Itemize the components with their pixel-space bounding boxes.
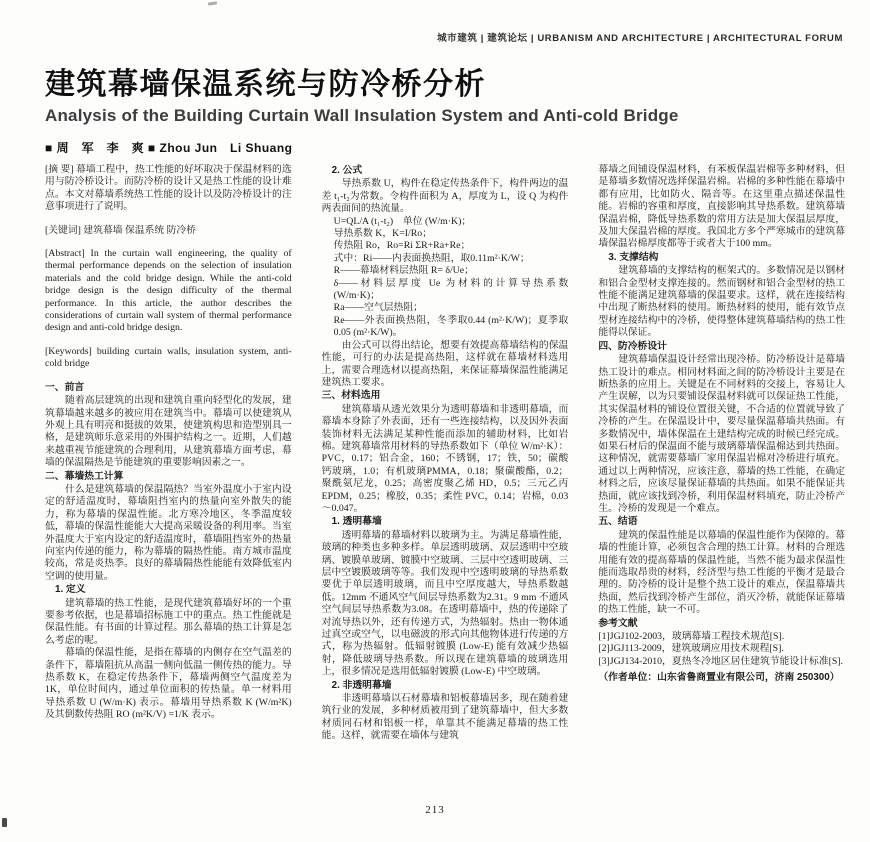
scan-artifact — [208, 1, 217, 5]
formula-line: 传热阻 Ro，Ro=Ri ΣR+Ra+Re； — [333, 240, 471, 252]
paragraph: 非透明幕墙以石材幕墙和铝板幕墙居多，现在随着建筑行业的发展，多种材质被用到了建筑幕墙中，但大多数材质同石材和铝板一样，单靠其不能满足幕墙的热工性能。这样，就需要在墙体与建筑 — [321, 693, 569, 742]
paragraph: 幕墙的保温性能，是指在幕墙的内侧存在空气温差的条件下，幕墙阻抗从高温一侧向低温一侧传热的能力。导热系数 K，在稳定传热条件下，幕墙两侧空气温度差为1K，单位时间内，通过单位面积的传热量。单一材料用导热系数 U (W/m·K) 表示。幕墙用导热系数 K (W/m²K) 及其倒数传热阻 RO (m²K/V) =1/K 表示。 — [45, 647, 292, 721]
sub-heading: 2. 非透明幕墙 — [331, 679, 392, 691]
paragraph: 建筑的保温性能是以幕墙的保温性能作为保障的。幕墙的性能计算，必须包含合理的热工计算。材料的合理选用能有效的提高幕墙的保温性能，当然不能为最求保温性能而选取昂贵的材料，经济型与热工性能的平衡才是最合理的。防冷桥的设计是整个热工设计的难点，保温幕墙共热面，然后找到冷桥产生部位，消灭冷桥，就能保证幕墙的热工性能，缺一不可。 — [598, 529, 845, 616]
running-head: 城市建筑 | 建筑论坛 | URBANISM AND ARCHITECTURE | ARCHITECTURAL FORUM — [437, 33, 843, 44]
section-heading: 五、结语 — [598, 516, 638, 528]
column-left — [45, 164, 292, 779]
scan-artifact — [2, 818, 7, 827]
paragraph: 建筑幕墙保温设计经常出现冷桥。防冷桥设计是幕墙热工设计的难点。相同材料面之间的防冷桥设计主要是在断热条的应用上。关键是在不同材料的交接上，容易让人产生误解，以为只要铺设保温材料就可以保证热工性能，其实保温材料的铺设位置很关键，不合适的位置就导致了冷桥的产生。在保温设计中，要尽量保温幕墙共热面。有多数情况中，墙体保温在土建结构完成的时候已经完成。如果石材后的保温面不能与玻璃幕墙保温棉达到共热面。这种情况，就需要幕墙厂家用保温岩棉对冷桥进行填充。通过以上两种情况，应该注意，幕墙的热工性能，在确定材料之后，应该尽量保证幕墙的共热面。如果不能保证共热面，就应该找到冷桥，利用保温材料填充，防止冷桥产生。冷桥的发现是一个难点。 — [598, 354, 845, 514]
paragraph: 导热系数 U，构件在稳定传热条件下，构件两边的温差 t₁-t₂为常数。令构件面积为 A，厚度为 L，设 Q 为构件两表面间的热流量。 — [321, 178, 569, 215]
section-heading: 二、幕墙热工计算 — [45, 470, 124, 482]
section-heading: 参考文献 — [598, 617, 638, 629]
section-heading: 一、前言 — [45, 381, 85, 393]
article-title-en: Analysis of the Building Curtain Wall Insulation System and Anti-cold Bridge — [45, 106, 679, 125]
reference-item: [1]JGJ102-2003，玻璃幕墙工程技术规范[S]. — [598, 631, 785, 643]
sub-heading: 3. 支撑结构 — [608, 251, 659, 263]
title-block — [45, 68, 840, 156]
formula-line: 式中：Ri——内表面换热阻，取0.11m²·K/W； — [333, 252, 530, 264]
formula-line: R——幕墙材料层热阻 R= δ/Ue； — [333, 265, 474, 277]
section-heading: 三、材料选用 — [321, 390, 381, 402]
column-middle — [322, 164, 569, 779]
abstract-block: [Keywords] building curtain walls, insulation system, anti-cold bridge — [45, 345, 292, 370]
paragraph: 什么是建筑幕墙的保温隔热？当室外温度小于室内设定的舒适温度时，幕墙阻挡室内的热量向室外散失的能力，称为幕墙的保温性能。北方寒冷地区，冬季温度较低，幕墙的保温性能能大大提高采暖设备的利用率。当室外温度大于室内设定的舒适温度时，幕墙阻挡室外的热量向室内传递的能力，称为幕墙的隔热性能。南方城市温度较高，常是炎热季。良好的幕墙隔热性能能有效降低室内空调的使用量。 — [45, 483, 292, 582]
column-right — [598, 164, 845, 779]
author-affiliation: （作者单位：山东省鲁商置业有限公司，济南 250300） — [598, 672, 840, 684]
formula-line: Re——外表面换热阻，冬季取0.44 (m²·K/W)；夏季取0.05 (m²·K/W)。 — [333, 314, 569, 339]
paragraph-continuation: 幕墙之间铺设保温材料，有苯板保温岩棉等多种材料，但是幕墙多数情况选择保温岩棉。岩棉的多种性能在幕墙中都有应用，比如防火、隔音等。在这里重点描述保温性能。岩棉的容重和厚度，直接影响其导热系数。建筑幕墙保温岩棉，降低导热系数的常用方法是加大保温层厚度，及加大保温岩棉的厚度。我国北方多个严寒城市的建筑幕墙保温岩棉厚度都等于或者大于100 mm。 — [598, 164, 845, 250]
paragraph: 随着高层建筑的出现和建筑自重向轻型化的发展，建筑幕墙越来越多的被应用在建筑当中。幕墙可以使建筑从外观上具有明亮和挺拔的效果，使建筑构思和造型别具一格，是建筑师乐意采用的外围护结构之一。近期，人们越来越重视节能建筑的合理利用，从建筑幕墙方面考虑，幕墙的保温隔热是节能建筑的重要影响因素之一。 — [45, 395, 292, 469]
reference-item: [3]JGJ134-2010，夏热冬冷地区居住建筑节能设计标准[S]. — [598, 655, 843, 667]
paragraph: 由公式可以得出结论，想要有效提高幕墙结构的保温性能，可行的办法是提高热阻，这样就在幕墙材料选用上，需要合理选材以提高热阻，来保证幕墙保温性能满足建筑热工要求。 — [321, 339, 569, 388]
formula-line: δ——材料层厚度 Ue 为材料的计算导热系数 (W/m·K)； — [333, 277, 569, 302]
formula-line: U=QL/A (t₁-t₂) 单位 (W/m·K)； — [333, 215, 472, 227]
article-body — [45, 164, 845, 779]
paragraph: 建筑幕墙的热工性能，是现代建筑幕墙好坏的一个重要参考依据，也是幕墙招标施工中的重点。热工性能就是保温性能。有书面的计算过程。那么幕墙的热工计算是怎么考虑的呢。 — [45, 597, 292, 646]
reference-item: [2]JGJ113-2009，建筑玻璃应用技术规程[S]. — [598, 643, 784, 655]
formula-line: 导热系数 K，K=I/Ro； — [333, 228, 432, 240]
sub-heading: 2. 公式 — [331, 165, 363, 176]
paragraph: 建筑幕墙的支撑结构的框架式的。多数情况是以钢材和铝合金型材支撑连接的。然而钢材和铝合金型材的热工性能不能满足建筑幕墙的保温要求。这样，就在连接结构中出现了断热材料的使用。断热材料的使用，能有效节点型材连接结构中的冷桥，使得整体建筑幕墙结构的热工性能得以保证。 — [598, 265, 845, 339]
sub-heading: 1. 定义 — [55, 584, 86, 596]
section-heading: 四、防冷桥设计 — [598, 340, 667, 352]
abstract-block: [关键词] 建筑幕墙 保温系统 防冷桥 — [45, 224, 197, 236]
article-title-zh: 建筑幕墙保温系统与防冷桥分析 — [45, 68, 486, 101]
paragraph: 透明幕墙的幕墙材料以玻璃为主。为满足幕墙性能，玻璃的种类也多种多样。单层透明玻璃、双层透明中空玻璃、镀膜单玻璃、镀膜中空玻璃、三层中空透明玻璃、三层中空镀膜玻璃等等。我们发现中空透明玻璃的导热系数要优于单层透明玻璃，而且中空厚度越大，导热系数越低。12mm 不通风空气间层导热系数为2.31。9 mm 不通风空气间层导热系数为3.08。在透明幕墙中，热的传递除了对流导热以外，还有传递方式，为热辐射。热由一物体通过真空或空气，以电磁波的形式向其他物体进行传递的方式，称为热辐射。低辐射镀膜 (Low-E) 能有效减少热辐射，降低玻璃导热系数。所以现在建筑幕墙的玻璃选用上，很多情况是选用低辐射镀膜 (Low-E) 中空玻璃。 — [321, 529, 569, 678]
paragraph: 建筑幕墙从透光效果分为透明幕墙和非透明幕墙，而幕墙本身除了外表面，还有一些连接结构，以及因外表面装饰材料无法满足某种性能而添加的辅助材料，比如岩棉。建筑幕墙常用材料的导热系数如下（单位 W/m²·K）：PVC，0.17；铝合金，160；不锈钢，17；铁，50；碳酸钙玻璃，1.0；有机玻璃PMMA，0.18；聚碳酸酯，0.2；聚酰氨尼龙，0.25；高密度聚乙烯 HD，0.5；三元乙丙 EPDM，0.25；橡胶，0.35；柔性 PVC，0.14；岩棉，0.03～0.047。 — [321, 403, 569, 514]
sub-heading: 1. 透明幕墙 — [331, 516, 382, 528]
abstract-block: [Abstract] In the curtain wall engineering, the quality of thermal performance depends on the selection of insulation materials and the cold bridge design. While the anti-cold bridge design is the design difficulty of the thermal performance. In this article, the author describes the considerations of curtain wall system of thermal performance design and anti-cold bridge design. — [45, 248, 292, 334]
formula-line: Ra——空气层热阻； — [333, 302, 423, 314]
page-number: 213 — [425, 804, 445, 816]
author-line: ■ 周 军 李 爽 ■ Zhou Jun Li Shuang — [45, 140, 293, 155]
abstract-block: [摘 要] 幕墙工程中，热工性能的好坏取决于保温材料的选用与防冷桥设计。而防冷桥的设计又是热工性能的设计难点。本文对幕墙系统热工性能的设计以及防冷桥设计的注意事项进行了说明。 — [45, 164, 292, 213]
